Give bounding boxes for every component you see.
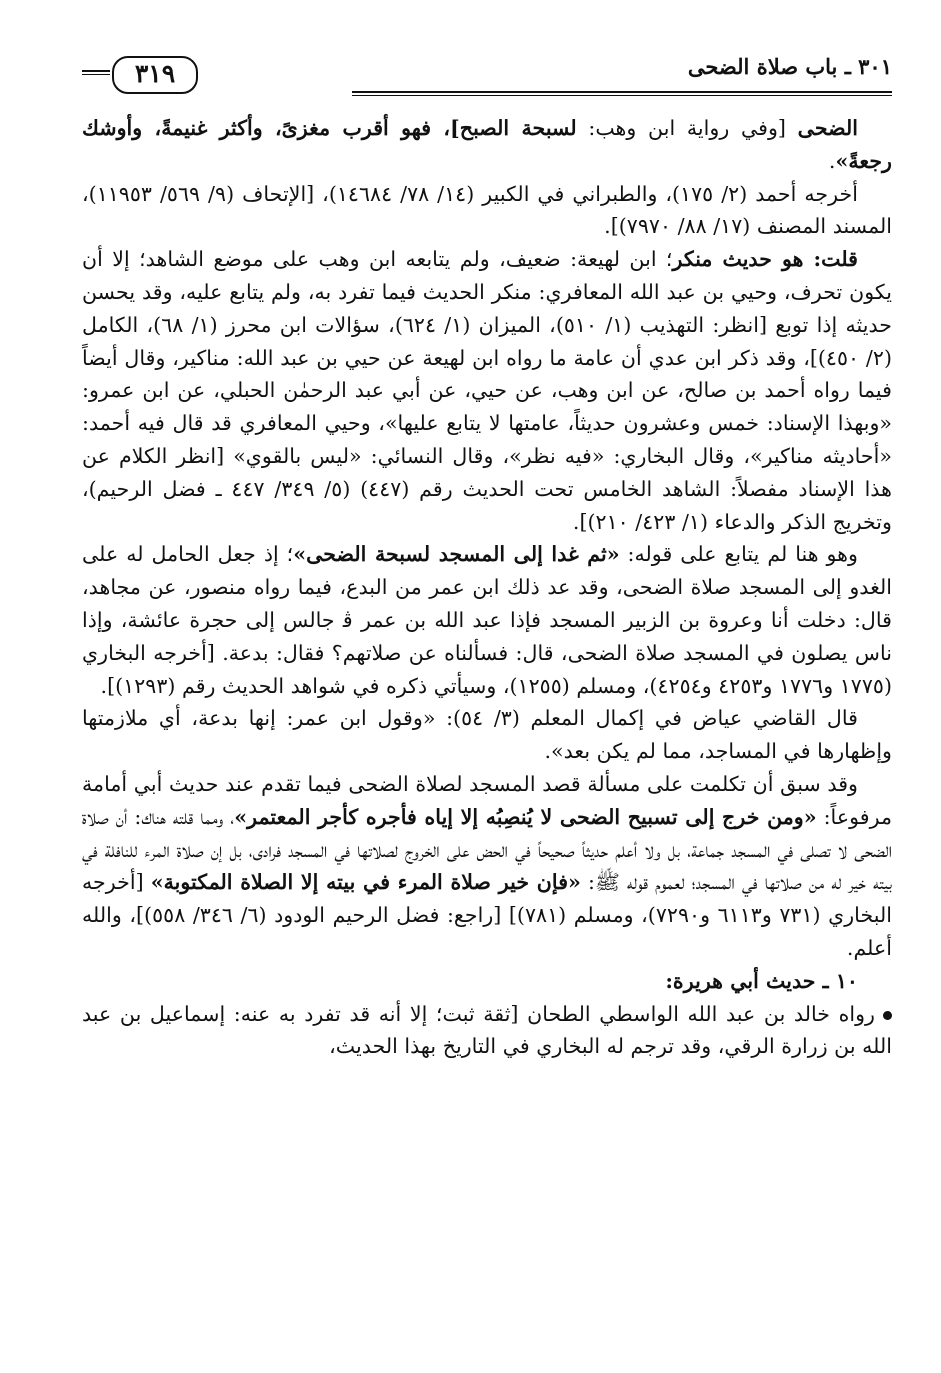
paragraph: [82, 178, 892, 244]
bold-text: قلت: هو حديث منكر: [672, 247, 858, 272]
header-rule-right: [352, 91, 892, 93]
text-run: ؛ إذ جعل الحامل له على الغدو إلى المسجد صلاة الضحى، وقد عد ذلك ابن عمر من البدع، فيما رواه منصور، عن مجاهد، قال: دخلت أنا وعروة بن الزبير المسجد فإذا عبد الله بن عمر ﭬ جالس إلى حجرة عائشة، وإذا ناس يصلون في المسجد صلاة الضحى، قال: فسألناه عن صلاتهم؟ فقال: بدعة. [أخرجه البخاري (١٧٧٥ و١٧٧٦ و٤٢٥٣ و٤٢٥٤)، ومسلم (١٢٥٥)، وسيأتي ذكره في شواهد الحديث رقم (١٢٩٣)].: [82, 542, 892, 698]
paragraph: [82, 538, 892, 702]
paragraph: [82, 112, 892, 178]
text-run: [وفي رواية ابن وهب:: [576, 116, 798, 140]
bold-text: لسبحة الصبح]، فهو أقرب مغزىً، وأكثر غنيمةً، وأوشك رجعةً»: [82, 116, 892, 173]
bold-text: «ومن خرج إلى تسبيح الضحى لا يُنصِبُه إلا إياه فأجره كأجر المعتمر»: [234, 804, 817, 829]
text-run: أخرجه أحمد (٢/ ١٧٥)، والطبراني في الكبير (١٤/ ٧٨/ ١٤٦٨٤)، [الإتحاف (٩/ ٥٦٩/ ١١٩٥٣)، المسند المصنف (١٧/ ٨٨/ ٧٩٧٠)].: [82, 181, 892, 239]
paragraph: [82, 243, 892, 538]
body-text: [82, 112, 892, 1063]
text-run: ؛ ابن لهيعة: ضعيف، ولم يتابعه ابن وهب على موضع الشاهد؛ إلا أن يكون تحرف، وحيي بن عبد الله المعافري: منكر الحديث فيما تفرد به، ولم يتابع عليه، وقد يحسن حديثه إذا توبع [انظر: التهذيب (١/ ٥١٠)، الميزان (١/ ٦٢٤)، سؤالات ابن محرز (١/ ٦٨)، الكامل (٢/ ٤٥٠)]، وقد ذكر ابن عدي أن عامة ما رواه ابن لهيعة عن حيي بن عبد الله: مناكير، وقال أيضاً فيما رواه أحمد بن صالح، عن ابن وهب، عن حيي، عن أبي عبد الرحمٰن الحبلي، عن ابن عمرو: «وبهذا الإسناد: خمس وعشرون حديثاً، عامتها لا يتابع عليها»، وحيي المعافري قد قال فيه أحمد: «أحاديثه مناكير»، وقال البخاري: «فيه نظر»، وقال النسائي: «ليس بالقوي» [انظر الكلام عن هذا الإسناد مفصلاً: الشاهد الخامس تحت الحديث رقم (٤٤٧) (٥/ ٣٤٩/ ٤٤٧ ـ فضل الرحيم)، وتخريج الذكر والدعاء (١/ ٤٢٣/ ٢١٠)].: [82, 247, 892, 534]
header-rule-left: [82, 70, 110, 72]
text-run: وهو هنا لم يتابع على قوله:: [619, 542, 858, 567]
book-page: [82, 48, 892, 1358]
text-run: رواه خالد بن عبد الله الواسطي الطحان [ثقة ثبت؛ إلا أنه قد تفرد به عنه: إسماعيل بن عبد الله بن زرارة الرقي، وقد ترجم له البخاري في التاريخ بهذا الحديث،: [82, 1001, 892, 1059]
bold-text: ١٠ ـ حديث أبي هريرة:: [665, 968, 858, 993]
chapter-title: ٣٠١ ـ باب صلاة الضحى: [687, 54, 892, 79]
text-run: قال القاضي عياض في إكمال المعلم (٣/ ٥٤): «وقول ابن عمر: إنها بدعة، أي ملازمتها وإظهارها في المساجد، مما لم يكن بعد».: [82, 706, 892, 764]
page-number: ٣١٩: [112, 56, 198, 94]
bold-text: «ثم غدا إلى المسجد لسبحة الضحى»: [293, 542, 620, 567]
text-run: .: [828, 148, 836, 173]
bold-text: «فإن خير صلاة المرء في بيته إلا الصلاة المكتوبة»: [150, 870, 581, 895]
header-rule-left-thin: [82, 74, 110, 75]
section-heading: [82, 965, 892, 998]
paragraph: [82, 702, 892, 768]
paragraph: [82, 768, 892, 965]
running-header: [82, 48, 892, 98]
paragraph: [82, 998, 892, 1064]
bold-text: الضحى: [797, 116, 858, 140]
text-run: وقد سبق أن تكلمت على مسألة قصد المسجد لصلاة الضحى فيما تقدم عند حديث أبي أمامة مرفوعاً:: [82, 771, 893, 829]
text-run: ، ومما قلته هناك: أن صلاة الضحى لا تصلى في المسجد جماعة، بل ولا أعلم حديثاً صحيحاً في الحض على الخروج لصلاتها في المسجد فرادى، بل إن صلاة المرء للنافلة في بيته خير له من صلاتها في المسجد؛ لعموم قوله ﷺ:: [82, 804, 892, 895]
text-run: [أخرجه البخاري (٧٣١ و٦١١٣ و٧٢٩٠)، ومسلم (٧٨١)] [راجع: فضل الرحيم الودود (٦/ ٣٤٦/ ٥٥٨)]، والله أعلم.: [82, 870, 892, 960]
header-rule-right-thin: [352, 95, 892, 96]
bullet-icon: [883, 1011, 892, 1020]
